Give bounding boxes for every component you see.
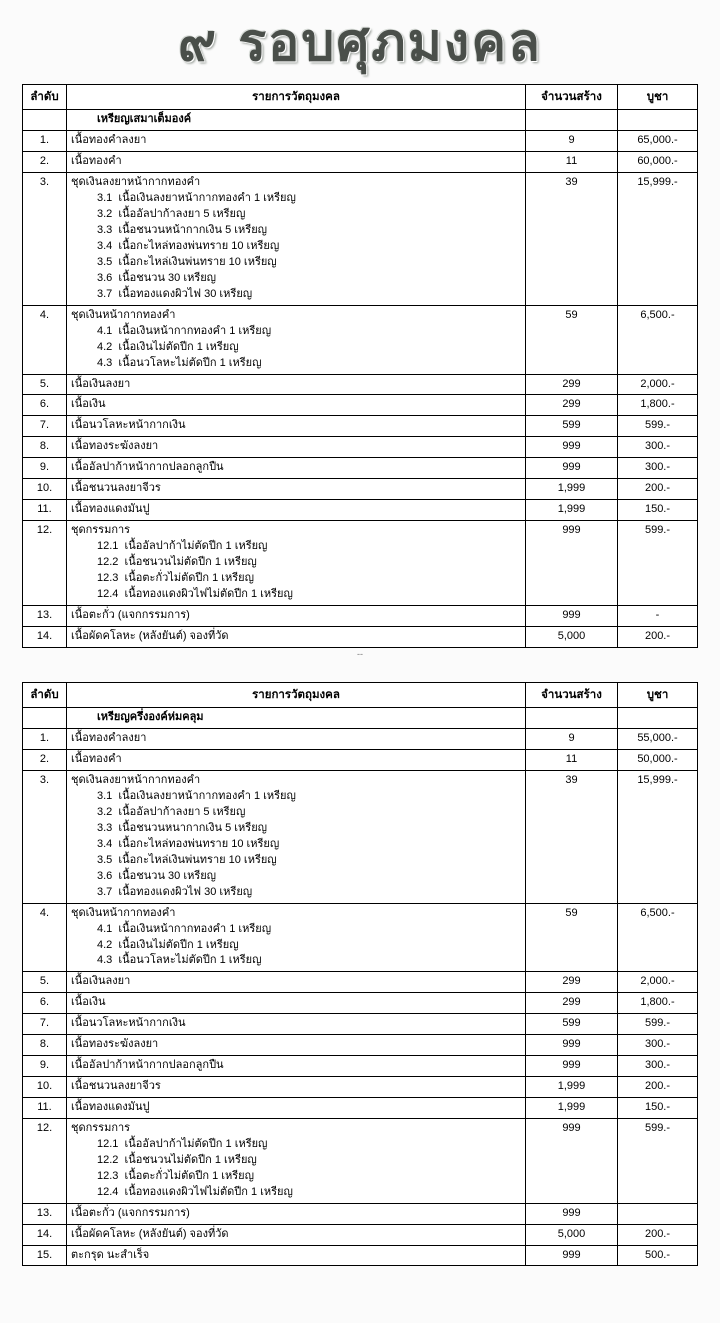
row-quantity: 999 — [526, 1118, 618, 1203]
row-price: 150.- — [618, 500, 698, 521]
row-sub-item: 3.2 เนื้ออัลปาก้าลงยา 5 เหรียญ — [97, 806, 246, 819]
row-quantity: 999 — [526, 437, 618, 458]
table-row — [23, 626, 698, 647]
row-number: 3. — [23, 771, 67, 904]
row-number: 13. — [23, 1203, 67, 1224]
row-sub-item: 3.6 เนื้อชนวน 30 เหรียญ — [97, 869, 217, 882]
table-1-wrapper — [0, 84, 720, 648]
row-price: 2,000.- — [618, 374, 698, 395]
row-number: 2. — [23, 152, 67, 173]
row-description — [67, 1224, 526, 1245]
row-price: 60,000.- — [618, 152, 698, 173]
row-number: 4. — [23, 903, 67, 972]
table-row — [23, 1077, 698, 1098]
row-quantity: 999 — [526, 1035, 618, 1056]
section-title-row — [23, 110, 698, 131]
row-description — [67, 771, 526, 904]
row-price: 300.- — [618, 458, 698, 479]
row-description-main: เนื้อทองคำ — [71, 753, 122, 766]
row-number: 14. — [23, 626, 67, 647]
amulet-table-1 — [22, 84, 698, 648]
row-description — [67, 1245, 526, 1266]
table-row — [23, 1118, 698, 1203]
row-description — [67, 1014, 526, 1035]
amulet-table-2 — [22, 682, 698, 1267]
row-description-main: เนื้อผัดคโลหะ (หลังยันต์) จองที่วัด — [71, 629, 229, 642]
row-sub-item: 12.2 เนื้อชนวนไม่ตัดปีก 1 เหรียญ — [97, 555, 257, 568]
row-description-main: เนื้อเงิน — [71, 398, 106, 411]
row-sub-item: 12.3 เนื้อตะกั่วไม่ตัดปีก 1 เหรียญ — [97, 571, 254, 584]
row-price: 300.- — [618, 1056, 698, 1077]
col-header-no: ลำดับ — [23, 84, 67, 110]
row-description-main: ชุดเงินหน้ากากทองคำ — [71, 308, 176, 321]
row-description-main: ชุดกรรมการ — [71, 524, 131, 537]
row-sub-item: 4.1 เนื้อเงินหน้ากากทองคำ 1 เหรียญ — [97, 922, 272, 935]
row-sub-item: 3.4 เนื้อกะไหล่ทองพ่นทราย 10 เหรียญ — [97, 240, 280, 253]
row-sub-item: 3.1 เนื้อเงินลงยาหน้ากากทองคำ 1 เหรียญ — [97, 192, 296, 205]
row-number: 8. — [23, 437, 67, 458]
row-description-main: เนื้อชนวนลงยาจีวร — [71, 1080, 161, 1093]
row-price: 200.- — [618, 1224, 698, 1245]
row-quantity: 1,999 — [526, 500, 618, 521]
table-row — [23, 903, 698, 972]
row-quantity: 1,999 — [526, 479, 618, 500]
row-price: - — [618, 605, 698, 626]
row-description — [67, 729, 526, 750]
row-price: 1,800.- — [618, 993, 698, 1014]
row-sub-item: 3.7 เนื้อทองแดงผิวไฟ 30 เหรียญ — [97, 287, 253, 300]
row-description-main: ชุดกรรมการ — [71, 1121, 131, 1134]
table-row — [23, 131, 698, 152]
table-row — [23, 1056, 698, 1077]
row-quantity: 9 — [526, 729, 618, 750]
row-quantity: 9 — [526, 131, 618, 152]
row-price: 200.- — [618, 479, 698, 500]
document-banner — [0, 0, 720, 84]
table-row — [23, 1035, 698, 1056]
section-title-qty — [526, 708, 618, 729]
row-description — [67, 1077, 526, 1098]
row-description — [67, 1056, 526, 1077]
row-quantity: 5,000 — [526, 626, 618, 647]
table-2-wrapper — [0, 682, 720, 1267]
row-price: 65,000.- — [618, 131, 698, 152]
row-number: 8. — [23, 1035, 67, 1056]
row-number: 6. — [23, 395, 67, 416]
row-quantity: 299 — [526, 395, 618, 416]
row-price: 599.- — [618, 416, 698, 437]
table-row — [23, 729, 698, 750]
page-divider-mark: -- — [357, 648, 363, 659]
row-quantity: 59 — [526, 305, 618, 374]
row-description — [67, 479, 526, 500]
row-description — [67, 972, 526, 993]
row-description — [67, 131, 526, 152]
row-quantity: 1,999 — [526, 1077, 618, 1098]
row-price: 200.- — [618, 1077, 698, 1098]
row-price — [618, 1203, 698, 1224]
table-row — [23, 173, 698, 306]
row-sub-item: 4.1 เนื้อเงินหน้ากากทองคำ 1 เหรียญ — [97, 324, 272, 337]
table-row — [23, 305, 698, 374]
row-description-main: เนื้อทองคำ — [71, 155, 122, 168]
row-price: 1,800.- — [618, 395, 698, 416]
table-row — [23, 458, 698, 479]
row-sub-item: 12.1 เนื้ออัลปาก้าไม่ตัดปีก 1 เหรียญ — [97, 540, 268, 553]
row-number: 4. — [23, 305, 67, 374]
row-price: 200.- — [618, 626, 698, 647]
table-row — [23, 1203, 698, 1224]
row-description — [67, 458, 526, 479]
row-quantity: 999 — [526, 1056, 618, 1077]
row-sub-item: 12.4 เนื้อทองแดงผิวไฟไม่ตัดปีก 1 เหรียญ — [97, 1185, 293, 1198]
row-sub-item: 12.2 เนื้อชนวนไม่ตัดปีก 1 เหรียญ — [97, 1153, 257, 1166]
row-number: 15. — [23, 1245, 67, 1266]
row-sub-item: 3.4 เนื้อกะไหล่ทองพ่นทราย 10 เหรียญ — [97, 837, 280, 850]
col-header-desc: รายการวัตถุมงคล — [67, 682, 526, 708]
row-number: 11. — [23, 500, 67, 521]
row-sub-item: 4.2 เนื้อเงินไม่ตัดปีก 1 เหรียญ — [97, 340, 239, 353]
row-quantity: 599 — [526, 416, 618, 437]
row-description — [67, 993, 526, 1014]
table-row — [23, 1245, 698, 1266]
section-title-row — [23, 708, 698, 729]
row-quantity: 39 — [526, 771, 618, 904]
row-description — [67, 152, 526, 173]
row-description-main: เนื้อทองคำลงยา — [71, 134, 147, 147]
row-description — [67, 305, 526, 374]
row-description-main: เนื้อนวโลหะหน้ากากเงิน — [71, 419, 186, 432]
table-2-body — [23, 708, 698, 1266]
table-row — [23, 479, 698, 500]
row-sub-item: 3.1 เนื้อเงินลงยาหน้ากากทองคำ 1 เหรียญ — [97, 790, 296, 803]
row-number: 5. — [23, 972, 67, 993]
row-description — [67, 750, 526, 771]
row-description-main: เนื้อเงินลงยา — [71, 377, 131, 390]
row-number: 1. — [23, 131, 67, 152]
row-price: 300.- — [618, 1035, 698, 1056]
row-description-main: เนื้อทองคำลงยา — [71, 732, 147, 745]
row-description-main: ชุดเงินลงยาหน้ากากทองคำ — [71, 176, 201, 189]
row-description-main: เนื้อตะกั่ว (แจกกรรมการ) — [71, 1206, 190, 1219]
row-description-main: เนื้อทองแดงมันปู — [71, 1101, 150, 1114]
row-description — [67, 416, 526, 437]
row-price: 150.- — [618, 1098, 698, 1119]
row-number: 14. — [23, 1224, 67, 1245]
row-quantity: 999 — [526, 1203, 618, 1224]
row-description — [67, 1203, 526, 1224]
section-title-spacer — [23, 708, 67, 729]
row-quantity: 999 — [526, 605, 618, 626]
row-description — [67, 1035, 526, 1056]
row-description-main: เนื้อเงิน — [71, 996, 106, 1009]
row-description — [67, 500, 526, 521]
row-sub-item: 3.6 เนื้อชนวน 30 เหรียญ — [97, 271, 217, 284]
row-description — [67, 1098, 526, 1119]
col-header-qty: จำนวนสร้าง — [526, 682, 618, 708]
row-description-main: ตะกรุด นะสำเร็จ — [71, 1248, 150, 1261]
row-quantity: 11 — [526, 152, 618, 173]
row-description-main: ชุดเงินหน้ากากทองคำ — [71, 906, 176, 919]
col-header-no: ลำดับ — [23, 682, 67, 708]
row-description — [67, 521, 526, 606]
row-price: 599.- — [618, 521, 698, 606]
row-description-main: เนื้อทองแดงมันปู — [71, 503, 150, 516]
row-description — [67, 374, 526, 395]
table-gap — [0, 660, 720, 682]
row-description — [67, 1118, 526, 1203]
row-number: 7. — [23, 1014, 67, 1035]
page-title: ๙ รอบศุภมงคล — [178, 13, 542, 73]
table-row — [23, 993, 698, 1014]
row-price: 15,999.- — [618, 173, 698, 306]
row-description-main: เนื้อนวโลหะหน้ากากเงิน — [71, 1017, 186, 1030]
bottom-spacer — [0, 1266, 720, 1284]
row-quantity: 1,999 — [526, 1098, 618, 1119]
row-description — [67, 626, 526, 647]
section-title: เหรียญเสมาเต็มองค์ — [67, 110, 526, 131]
col-header-price: บูชา — [618, 682, 698, 708]
row-sub-item: 3.5 เนื้อกะไหล่เงินพ่นทราย 10 เหรียญ — [97, 853, 277, 866]
row-number: 2. — [23, 750, 67, 771]
row-price: 300.- — [618, 437, 698, 458]
table-row — [23, 972, 698, 993]
table-row — [23, 1098, 698, 1119]
row-price: 50,000.- — [618, 750, 698, 771]
row-number: 12. — [23, 521, 67, 606]
col-header-price: บูชา — [618, 84, 698, 110]
row-number: 10. — [23, 1077, 67, 1098]
row-description-main: ชุดเงินลงยาหน้ากากทองคำ — [71, 774, 201, 787]
row-sub-item: 4.2 เนื้อเงินไม่ตัดปีก 1 เหรียญ — [97, 938, 239, 951]
col-header-qty: จำนวนสร้าง — [526, 84, 618, 110]
row-number: 5. — [23, 374, 67, 395]
row-quantity: 999 — [526, 1245, 618, 1266]
table-row — [23, 395, 698, 416]
row-number: 12. — [23, 1118, 67, 1203]
row-number: 9. — [23, 1056, 67, 1077]
row-price: 15,999.- — [618, 771, 698, 904]
row-quantity: 39 — [526, 173, 618, 306]
row-description — [67, 395, 526, 416]
row-quantity: 299 — [526, 374, 618, 395]
row-quantity: 299 — [526, 993, 618, 1014]
row-number: 11. — [23, 1098, 67, 1119]
row-sub-item: 12.1 เนื้ออัลปาก้าไม่ตัดปีก 1 เหรียญ — [97, 1137, 268, 1150]
row-number: 10. — [23, 479, 67, 500]
row-price: 500.- — [618, 1245, 698, 1266]
row-description — [67, 605, 526, 626]
row-sub-item: 4.3 เนื้อนวโลหะไม่ตัดปีก 1 เหรียญ — [97, 954, 262, 967]
row-description-main: เนื้อทองระฆังลงยา — [71, 440, 159, 453]
row-sub-item: 12.4 เนื้อทองแดงผิวไฟไม่ตัดปีก 1 เหรียญ — [97, 587, 293, 600]
row-price: 599.- — [618, 1118, 698, 1203]
row-description-main: เนื้อผัดคโลหะ (หลังยันต์) จองที่วัด — [71, 1227, 229, 1240]
table-header-row — [23, 84, 698, 110]
row-number: 9. — [23, 458, 67, 479]
section-title: เหรียญครึ่งองค์ห่มคลุม — [67, 708, 526, 729]
row-description-main: เนื้อชนวนลงยาจีวร — [71, 482, 161, 495]
table-header-row — [23, 682, 698, 708]
row-price: 599.- — [618, 1014, 698, 1035]
row-price: 6,500.- — [618, 305, 698, 374]
row-sub-item: 12.3 เนื้อตะกั่วไม่ตัดปีก 1 เหรียญ — [97, 1169, 254, 1182]
row-number: 13. — [23, 605, 67, 626]
section-title-price — [618, 110, 698, 131]
row-price: 55,000.- — [618, 729, 698, 750]
row-description — [67, 903, 526, 972]
row-sub-item: 3.5 เนื้อกะไหล่เงินพ่นทราย 10 เหรียญ — [97, 255, 277, 268]
row-quantity: 5,000 — [526, 1224, 618, 1245]
row-quantity: 59 — [526, 903, 618, 972]
row-quantity: 599 — [526, 1014, 618, 1035]
col-header-desc: รายการวัตถุมงคล — [67, 84, 526, 110]
table-row — [23, 1224, 698, 1245]
section-title-spacer — [23, 110, 67, 131]
row-description — [67, 173, 526, 306]
row-quantity: 299 — [526, 972, 618, 993]
table-row — [23, 500, 698, 521]
row-price: 6,500.- — [618, 903, 698, 972]
section-title-qty — [526, 110, 618, 131]
row-sub-item: 3.2 เนื้ออัลปาก้าลงยา 5 เหรียญ — [97, 208, 246, 221]
table-row — [23, 374, 698, 395]
row-sub-item: 3.3 เนื้อชนวนหนากากเงิน 5 เหรียญ — [97, 821, 268, 834]
section-title-price — [618, 708, 698, 729]
row-price: 2,000.- — [618, 972, 698, 993]
row-sub-item: 4.3 เนื้อนวโลหะไม่ตัดปีก 1 เหรียญ — [97, 356, 262, 369]
table-row — [23, 771, 698, 904]
row-number: 3. — [23, 173, 67, 306]
row-description-main: เนื้อเงินลงยา — [71, 975, 131, 988]
row-description — [67, 437, 526, 458]
table-row — [23, 416, 698, 437]
row-description-main: เนื้ออัลปาก้าหน้ากากปลอกลูกปืน — [71, 1059, 224, 1072]
row-description-main: เนื้ออัลปาก้าหน้ากากปลอกลูกปืน — [71, 461, 224, 474]
table-row — [23, 750, 698, 771]
table-row — [23, 605, 698, 626]
row-number: 6. — [23, 993, 67, 1014]
table-row — [23, 1014, 698, 1035]
row-description-main: เนื้อตะกั่ว (แจกกรรมการ) — [71, 608, 190, 621]
row-sub-item: 3.3 เนื้อชนวนหน้ากากเงิน 5 เหรียญ — [97, 224, 268, 237]
row-sub-item: 3.7 เนื้อทองแดงผิวไฟ 30 เหรียญ — [97, 885, 253, 898]
row-number: 1. — [23, 729, 67, 750]
row-description-main: เนื้อทองระฆังลงยา — [71, 1038, 159, 1051]
table-row — [23, 152, 698, 173]
row-quantity: 999 — [526, 458, 618, 479]
row-number: 7. — [23, 416, 67, 437]
table-row — [23, 521, 698, 606]
table-1-body — [23, 110, 698, 647]
table-row — [23, 437, 698, 458]
row-quantity: 999 — [526, 521, 618, 606]
row-quantity: 11 — [526, 750, 618, 771]
